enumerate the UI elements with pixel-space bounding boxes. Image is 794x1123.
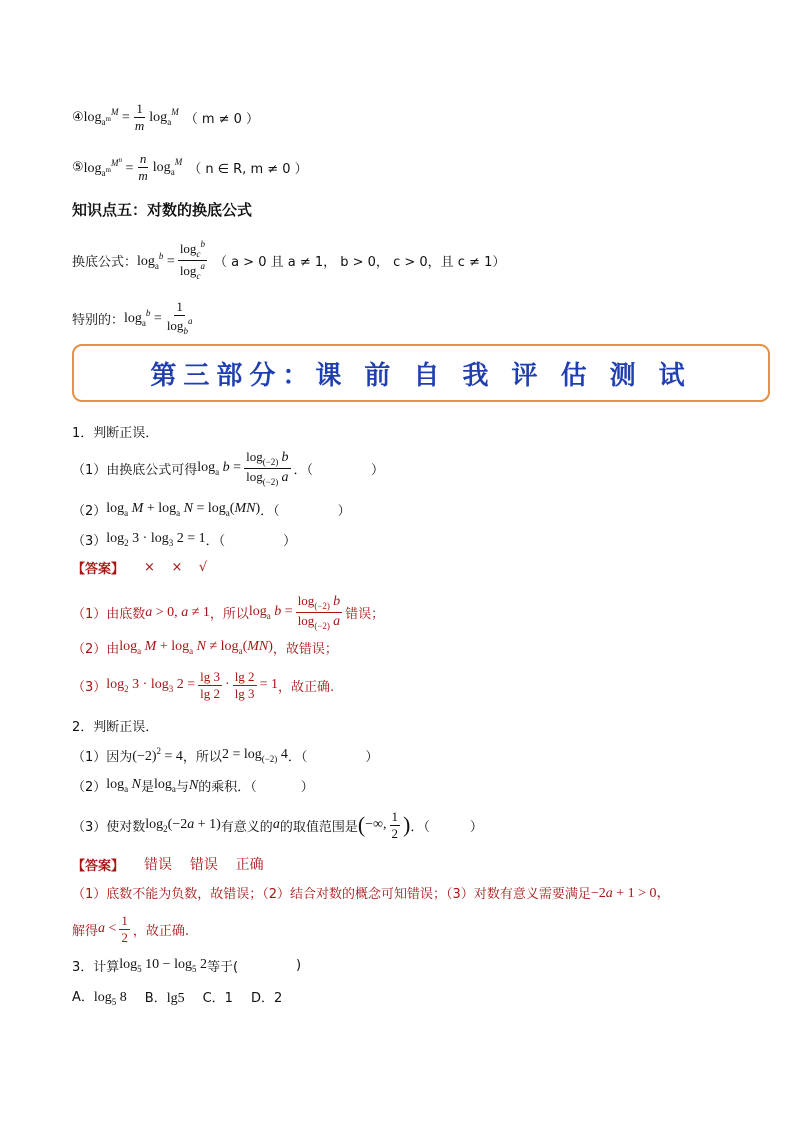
q1-explanation-2: （2）由 $\log_a M + \log_a N \ne \log_a(MN)$ ，故错误； bbox=[72, 639, 338, 657]
q3-options bbox=[72, 986, 282, 1007]
q3-option-a[interactable]: A．$\log_5 8$ bbox=[72, 990, 127, 1007]
formula-4: ④ $\log_{a^m}^M$ = $\frac{1}{m}$ $\log_a^M$ （ m ≠ 0 ） bbox=[72, 101, 260, 133]
answer-tag: 【答案】 bbox=[72, 562, 125, 577]
section-banner-title: 第三部分：课 前 自 我 评 估 测 试 bbox=[150, 360, 692, 391]
answer-tag: 【答案】 bbox=[72, 858, 125, 874]
q1-answer-marks: × × √ bbox=[144, 560, 208, 575]
section-banner bbox=[72, 344, 770, 402]
formula-5: ⑤ $\log_{a^m}^{M^n}$ = $\frac{n}{m}$ $\log_a^M$ （ n ∈ R, m ≠ 0 ） bbox=[72, 151, 308, 183]
q1-statement-1: （1）由换底公式可得 $\log_a b$ = $\frac{\log_{(-2)} b}{\log_{(-2)} a}$ ．（ ） bbox=[72, 449, 385, 488]
q1-statement-2: （2） $\log_a M + \log_a N = \log_a(MN)$ ．（ ） bbox=[72, 501, 351, 519]
q2-answer-words: 错误 错误 正确 bbox=[144, 857, 264, 873]
q3-option-c[interactable]: C．1 bbox=[202, 991, 233, 1006]
q3-option-b[interactable]: B．lg5 bbox=[144, 990, 185, 1006]
q2-explanation-1: （1）底数不能为负数，故错误；（2）结合对数的概念可知错误；（3）对数有意义需要满足 −2a + 1 > 0， bbox=[72, 886, 671, 902]
special-label: 特别的： bbox=[72, 312, 125, 328]
q1-explanation-3: （3） $\log_2 3 \cdot \log_3 2$ = $\frac{\lg 3}{\lg 2}$ · $\frac{\lg 2}{\lg 3}$ = 1 ，故正确. bbox=[72, 669, 335, 701]
change-of-base-label: 换底公式： bbox=[72, 255, 138, 271]
q2-answer bbox=[72, 854, 264, 874]
q1-title: 1．判断正误． bbox=[72, 426, 159, 441]
q2-statement-2: （2） $\log_a N$ 是 $\log_a$ 与 N 的乘积．（ ） bbox=[72, 777, 314, 795]
change-of-base-condition: （ a > 0 且 a ≠ 1， b > 0， c > 0，且 c ≠ 1） bbox=[213, 255, 506, 271]
q2-statement-1: （1）因为 $(-2)^2 = 4$ ，所以 $2 = \log_{(-2)} 4$ ．（ ） bbox=[72, 746, 379, 765]
formula-5-condition: （ n ∈ R, m ≠ 0 ） bbox=[188, 161, 308, 177]
q1-answer bbox=[72, 558, 207, 577]
q3-title: 3．计算 $\log_5 10 - \log_5 2$ 等于( ) bbox=[72, 957, 302, 975]
formula-5-label: ⑤ bbox=[72, 159, 84, 175]
q2-title: 2．判断正误． bbox=[72, 720, 159, 735]
q1-statement-3: （3） $\log_2 3 \cdot \log_3 2 = 1$ ．（ ） bbox=[72, 531, 297, 549]
kp5-title: 知识点五：对数的换底公式 bbox=[72, 201, 253, 219]
q2-statement-3: （3）使对数 $\log_2(-2a + 1)$ 有意义的 a 的取值范围是 ( −∞, $\frac{1}{2}$ ) ．（ ） bbox=[72, 809, 483, 841]
special-formula: 特别的： $\log_a^b$ = $\frac{1}{\log_b^a}$ bbox=[72, 299, 193, 336]
q1-explanation-1: （1）由底数 a > 0, a ≠ 1 ，所以 $\log_a b$ = $\frac{\log_{(-2)} b}{\log_{(-2)} a}$ 错误； bbox=[72, 593, 385, 632]
formula-4-label: ④ bbox=[72, 109, 84, 125]
change-of-base-formula: 换底公式： $\log_a^b$ = $\frac{\log_c^b}{\log_c^a}$ （ a > 0 且 a ≠ 1， b > 0， c > 0，且 c ≠ 1） bbox=[72, 239, 506, 282]
formula-4-condition: （ m ≠ 0 ） bbox=[184, 111, 260, 127]
q3-option-d[interactable]: D．2 bbox=[250, 991, 283, 1006]
q2-explanation-2: 解得 a < $\frac{1}{2}$ ，故正确. bbox=[72, 913, 190, 945]
